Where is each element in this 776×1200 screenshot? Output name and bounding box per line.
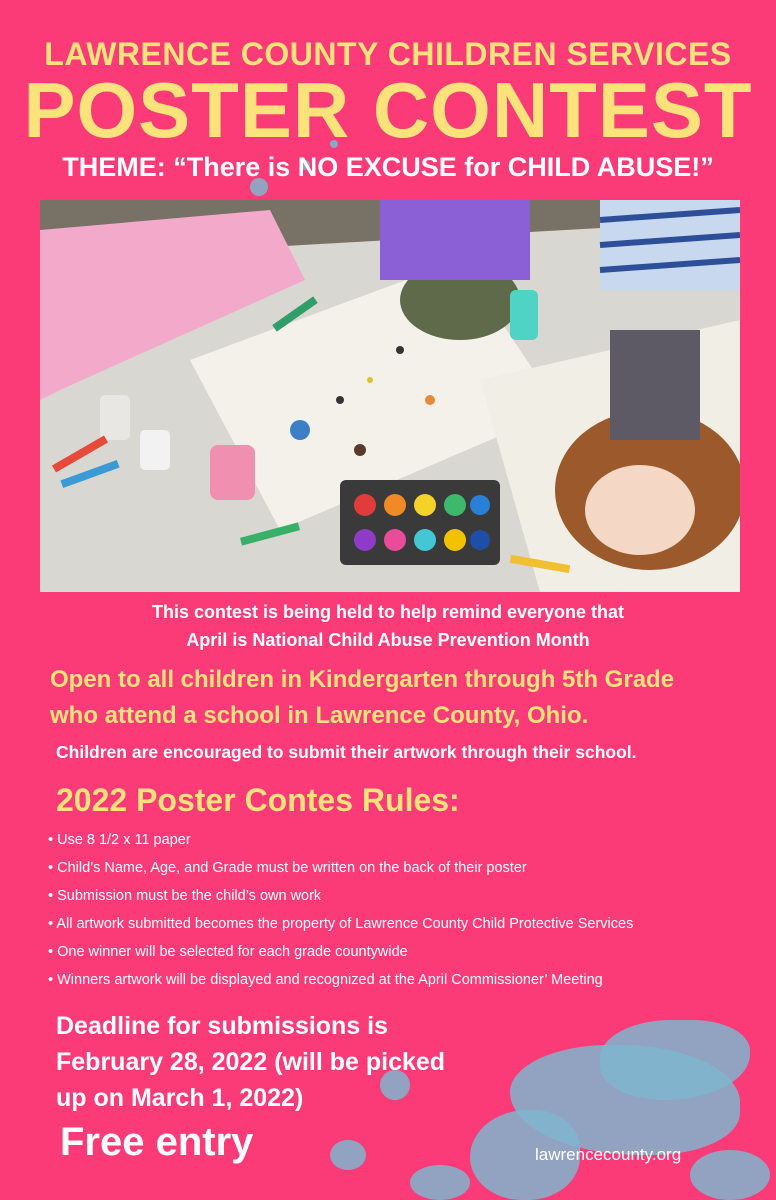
paint-well	[414, 529, 436, 551]
paint-jar	[100, 395, 130, 440]
rules-list	[48, 826, 768, 994]
child-purple-shirt	[380, 200, 530, 280]
paint-dot	[290, 420, 310, 440]
paint-splash	[330, 1140, 366, 1170]
website-link[interactable]: lawrencecounty.org	[535, 1145, 682, 1164]
rules-title: 2022 Poster Contes Rules:	[56, 782, 460, 818]
contest-purpose	[0, 598, 776, 654]
paint-well	[414, 494, 436, 516]
paint-well	[354, 529, 376, 551]
paint-well	[470, 530, 490, 550]
paint-well	[384, 494, 406, 516]
paint-dot	[425, 395, 435, 405]
eligibility-line-1: Open to all children in Kindergarten through 5th Grade	[50, 666, 675, 693]
water-cup	[210, 445, 255, 500]
paint-dot	[367, 377, 373, 383]
contest-theme: THEME: “There is NO EXCUSE for CHILD ABUSE!”	[62, 152, 714, 182]
eligibility	[50, 662, 770, 734]
paint-dot	[396, 346, 404, 354]
paint-splash	[410, 1165, 470, 1200]
paint-dot	[336, 396, 344, 404]
purpose-line-2: April is National Child Abuse Prevention Month	[186, 630, 590, 650]
organization-subtitle: LAWRENCE COUNTY CHILDREN SERVICES	[44, 36, 732, 72]
free-entry: Free entry	[60, 1120, 254, 1164]
paint-jar	[510, 290, 538, 340]
paint-dot	[354, 444, 366, 456]
paint-palette	[340, 480, 500, 565]
paint-well	[384, 529, 406, 551]
paint-jar	[140, 430, 170, 470]
paint-splash	[690, 1150, 770, 1200]
photo-illustration	[40, 200, 740, 592]
children-painting-photo	[40, 200, 740, 592]
rule-item: • Submission must be the child’s own work	[48, 882, 768, 910]
poster-title: POSTER CONTEST	[23, 66, 753, 154]
submission-deadline: Deadline for submissions is February 28, 2022 (will be picked up on March 1, 2022)	[56, 1012, 446, 1112]
paint-well	[470, 495, 490, 515]
rule-item: • Use 8 1/2 x 11 paper	[48, 826, 768, 854]
paint-well	[444, 494, 466, 516]
body-drawing	[610, 330, 700, 440]
rule-item: • One winner will be selected for each grade countywide	[48, 938, 768, 966]
submission-note: Children are encouraged to submit their artwork through their school.	[56, 742, 637, 762]
rule-item: • Winners artwork will be displayed and recognized at the April Commissioner’ Meeting	[48, 966, 768, 994]
rule-item: • Child’s Name, Age, and Grade must be written on the back of their poster	[48, 854, 768, 882]
eligibility-line-2: who attend a school in Lawrence County, Ohio.	[50, 702, 589, 729]
paint-well	[444, 529, 466, 551]
rule-item: • All artwork submitted becomes the property of Lawrence County Child Protective Services	[48, 910, 768, 938]
purpose-line-1: This contest is being held to help remind everyone that	[151, 602, 625, 622]
paint-well	[354, 494, 376, 516]
face-drawing	[585, 465, 695, 555]
